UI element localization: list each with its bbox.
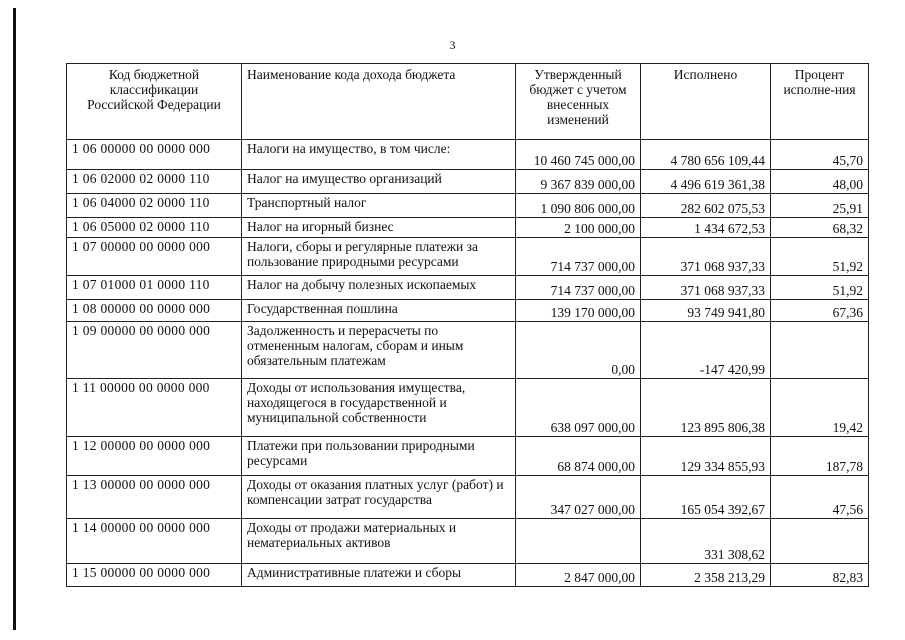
row-name: Налог на имущество организаций: [242, 170, 516, 194]
row-name: Государственная пошлина: [242, 300, 516, 322]
row-name: Доходы от оказания платных услуг (работ) и компенсации затрат государства: [242, 476, 516, 519]
row-code: 1 06 02000 02 0000 110: [67, 170, 242, 194]
header-code: Код бюджетной классификации Российской Федерации: [67, 64, 242, 140]
table-row: [67, 476, 869, 519]
page-number: 3: [449, 38, 456, 52]
table-row: [67, 218, 869, 238]
row-name: Платежи при пользовании природными ресурсами: [242, 437, 516, 476]
row-code: 1 13 00000 00 0000 000: [67, 476, 242, 519]
row-name: Административные платежи и сборы: [242, 564, 516, 587]
row-executed: 129 334 855,93: [641, 437, 771, 476]
row-approved: 2 847 000,00: [516, 564, 641, 587]
header-approved: Утвержденный бюджет с учетом внесенных изменений: [516, 64, 641, 140]
row-name: Налоги, сборы и регулярные платежи за пользование природными ресурсами: [242, 238, 516, 276]
row-percent: 25,91: [771, 194, 869, 218]
binding-margin-line: [13, 8, 16, 630]
row-percent: 82,83: [771, 564, 869, 587]
row-executed: 4 496 619 361,38: [641, 170, 771, 194]
row-name: Налог на игорный бизнес: [242, 218, 516, 238]
row-percent: 187,78: [771, 437, 869, 476]
row-code: 1 08 00000 00 0000 000: [67, 300, 242, 322]
row-name: Доходы от продажи материальных и нематериальных активов: [242, 519, 516, 564]
row-percent: 45,70: [771, 140, 869, 170]
row-executed: 4 780 656 109,44: [641, 140, 771, 170]
row-executed: 2 358 213,29: [641, 564, 771, 587]
table-row: [67, 379, 869, 437]
table-row: [67, 300, 869, 322]
row-executed: -147 420,99: [641, 322, 771, 379]
row-percent: 67,36: [771, 300, 869, 322]
row-code: 1 07 01000 01 0000 110: [67, 276, 242, 300]
row-executed: 371 068 937,33: [641, 276, 771, 300]
row-code: 1 06 04000 02 0000 110: [67, 194, 242, 218]
row-code: 1 09 00000 00 0000 000: [67, 322, 242, 379]
row-approved: 139 170 000,00: [516, 300, 641, 322]
row-approved: 10 460 745 000,00: [516, 140, 641, 170]
table-row: [67, 519, 869, 564]
table-row: [67, 194, 869, 218]
row-code: 1 06 00000 00 0000 000: [67, 140, 242, 170]
budget-income-table: [66, 63, 869, 587]
row-code: 1 11 00000 00 0000 000: [67, 379, 242, 437]
row-approved: 68 874 000,00: [516, 437, 641, 476]
row-approved: 1 090 806 000,00: [516, 194, 641, 218]
table-header-row: [67, 64, 869, 140]
row-approved: [516, 519, 641, 564]
row-executed: 1 434 672,53: [641, 218, 771, 238]
row-executed: 371 068 937,33: [641, 238, 771, 276]
row-approved: 347 027 000,00: [516, 476, 641, 519]
row-code: 1 07 00000 00 0000 000: [67, 238, 242, 276]
header-name: Наименование кода дохода бюджета: [242, 64, 516, 140]
row-approved: 0,00: [516, 322, 641, 379]
table-row: [67, 437, 869, 476]
row-percent: [771, 519, 869, 564]
row-name: Налог на добычу полезных ископаемых: [242, 276, 516, 300]
row-approved: 2 100 000,00: [516, 218, 641, 238]
row-executed: 165 054 392,67: [641, 476, 771, 519]
row-executed: 123 895 806,38: [641, 379, 771, 437]
row-name: Задолженность и перерасчеты по отмененным налогам, сборам и иным обязательным платежам: [242, 322, 516, 379]
row-approved: 9 367 839 000,00: [516, 170, 641, 194]
row-percent: 19,42: [771, 379, 869, 437]
row-approved: 714 737 000,00: [516, 238, 641, 276]
row-percent: [771, 322, 869, 379]
row-executed: 331 308,62: [641, 519, 771, 564]
row-percent: 68,32: [771, 218, 869, 238]
row-executed: 282 602 075,53: [641, 194, 771, 218]
header-executed: Исполнено: [641, 64, 771, 140]
table-row: [67, 170, 869, 194]
table-row: [67, 140, 869, 170]
table-row: [67, 238, 869, 276]
row-percent: 51,92: [771, 276, 869, 300]
row-approved: 714 737 000,00: [516, 276, 641, 300]
row-percent: 51,92: [771, 238, 869, 276]
row-code: 1 14 00000 00 0000 000: [67, 519, 242, 564]
row-name: Доходы от использования имущества, находящегося в государственной и муниципальной собственности: [242, 379, 516, 437]
table-row: [67, 322, 869, 379]
row-approved: 638 097 000,00: [516, 379, 641, 437]
row-percent: 47,56: [771, 476, 869, 519]
row-code: 1 12 00000 00 0000 000: [67, 437, 242, 476]
table-row: [67, 276, 869, 300]
row-percent: 48,00: [771, 170, 869, 194]
row-code: 1 06 05000 02 0000 110: [67, 218, 242, 238]
row-name: Транспортный налог: [242, 194, 516, 218]
row-name: Налоги на имущество, в том числе:: [242, 140, 516, 170]
table-row: [67, 564, 869, 587]
row-executed: 93 749 941,80: [641, 300, 771, 322]
row-code: 1 15 00000 00 0000 000: [67, 564, 242, 587]
header-percent: Процент исполне-ния: [771, 64, 869, 140]
